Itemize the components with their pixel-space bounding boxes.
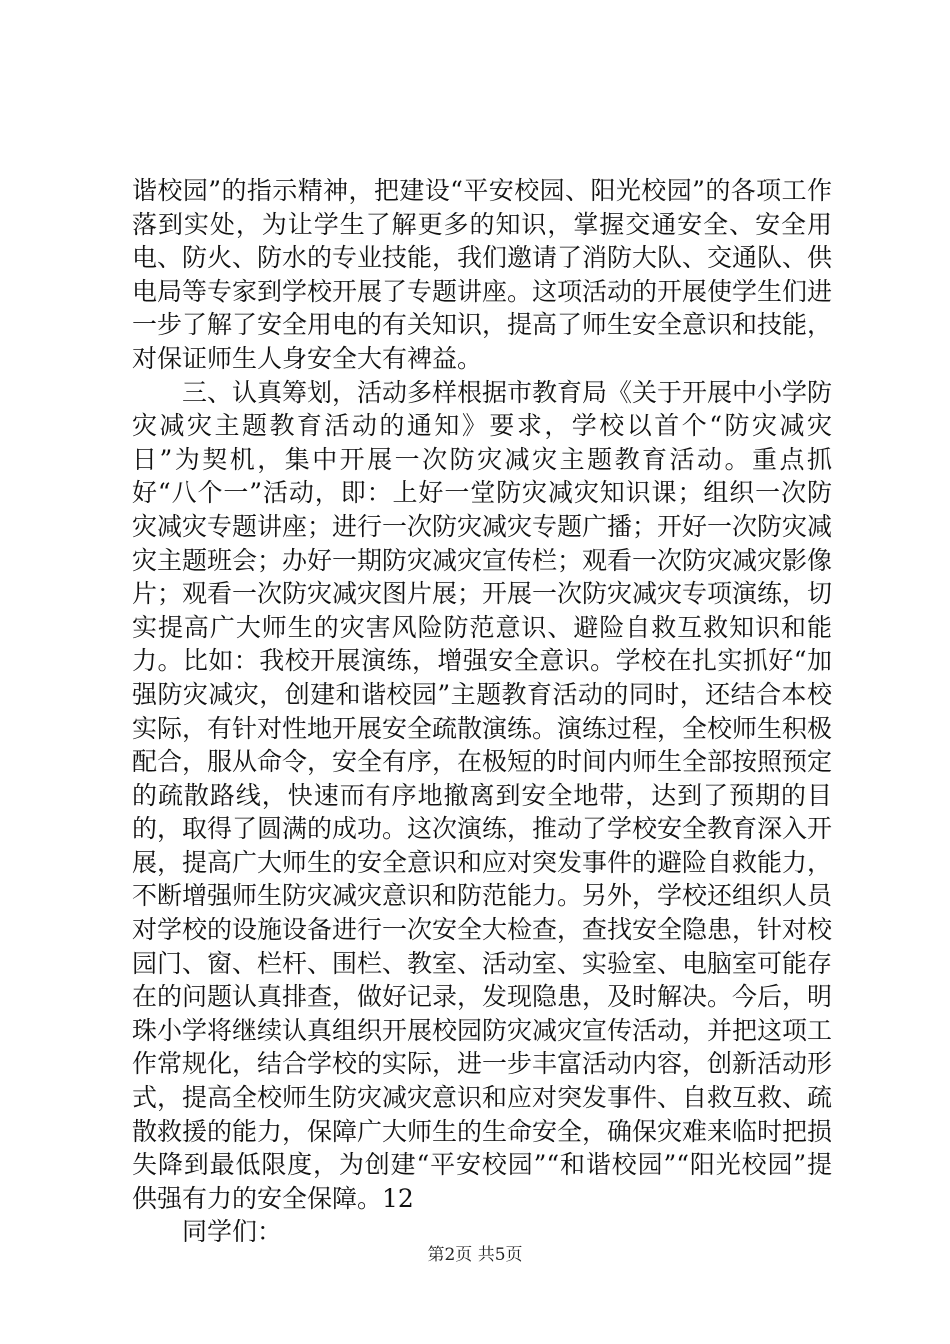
page-number-footer: 第2页 共5页 (427, 1245, 523, 1265)
paragraph-greeting: 同学们： (182, 1217, 283, 1247)
document-body (132, 174, 832, 1249)
paragraph-continued: 谐校园”的指示精神，把建设“平安校园、阳光校园”的各项工作落到实处，为让学生了解更多的知识，掌握交通安全、安全用电、防火、防水的专业技能，我们邀请了消防大队、交通队、供电局等专家到学校开展了专题讲座。这项活动的开展使学生们进一步了解了安全用电的有关知识，提高了师生安全意识和技能，对保证师生人身安全大有裨益。 (132, 176, 833, 373)
paragraph-section-three: 三、认真筹划，活动多样根据市教育局《关于开展中小学防灾减灾主题教育活动的通知》要求，学校以首个“防灾减灾日”为契机，集中开展一次防灾减灾主题教育活动。重点抓好“八个一”活动，即：上好一堂防灾减灾知识课；组织一次防灾减灾专题讲座；进行一次防灾减灾专题广播；开好一次防灾减灾主题班会；办好一期防灾减灾宣传栏；观看一次防灾减灾影像片；观看一次防灾减灾图片展；开展一次防灾减灾专项演练，切实提高广大师生的灾害风险防范意识、避险自救互救知识和能力。比如：我校开展演练，增强安全意识。学校在扎实抓好“加强防灾减灾，创建和谐校园”主题教育活动的同时，还结合本校实际，有针对性地开展安全疏散演练。演练过程，全校师生积极配合，服从命令，安全有序，在极短的时间内师生全部按照预定的疏散路线，快速而有序地撤离到安全地带，达到了预期的目的，取得了圆满的成功。这次演练，推动了学校安全教育深入开展，提高广大师生的安全意识和应对突发事件的避险自救能力，不断增强师生防灾减灾意识和防范能力。另外，学校还组织人员对学校的设施设备进行一次安全大检查，查找安全隐患，针对校园门、窗、栏杆、围栏、教室、活动室、实验室、电脑室可能存在的问题认真排查，做好记录，发现隐患，及时解决。今后，明珠小学将继续认真组织开展校园防灾减灾宣传活动，并把这项工作常规化，结合学校的实际，进一步丰富活动内容，创新活动形式，提高全校师生防灾减灾意识和应对突发事件、自救互救、疏散救援的能力，保障广大师生的生命安全，确保灾难来临时把损失降到最低限度，为创建“平安校园”“和谐校园”“阳光校园”提供强有力的安全保障。12 (132, 377, 833, 1213)
